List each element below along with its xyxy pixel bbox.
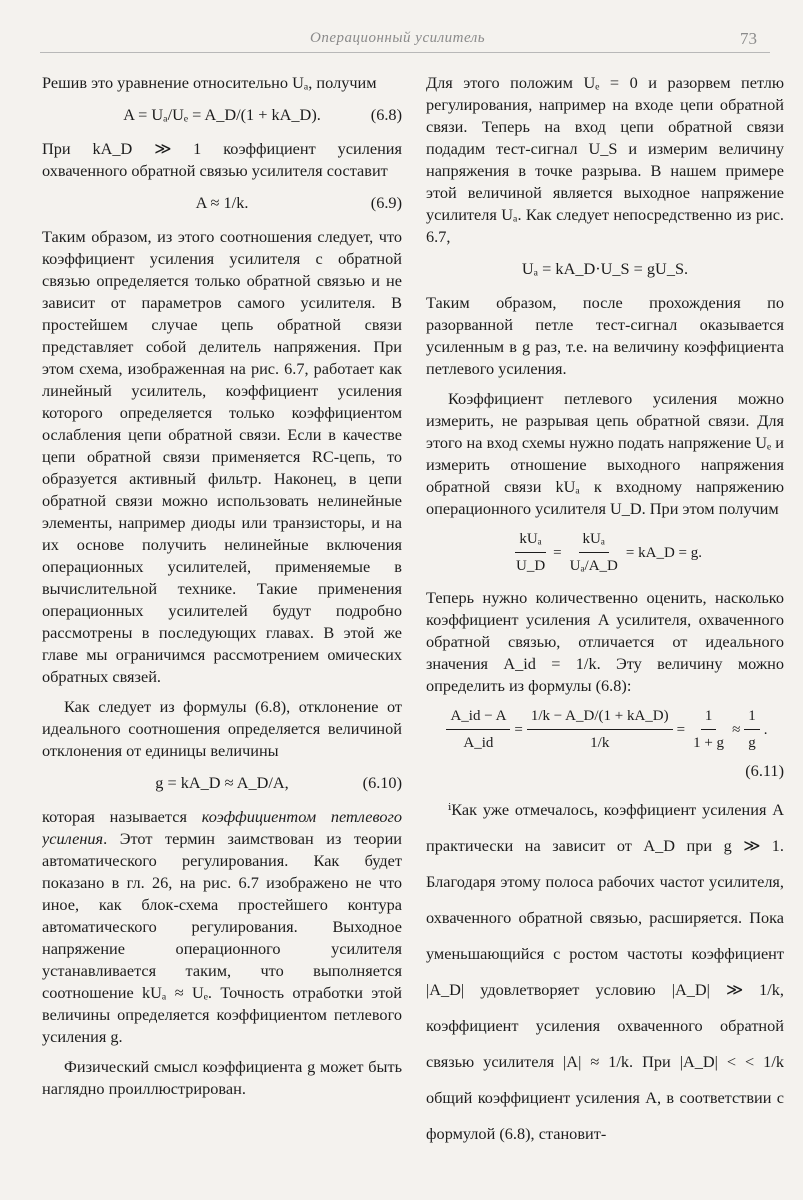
page-number: 73 [740,29,757,48]
denominator: U_D [515,558,546,574]
equals-sign: = [514,721,523,738]
paragraph: ⁱКак уже отмечалось, коэффициент усиления A практически на зависит от A_D при g ≫ 1. Благодаря этому полоса рабочих частот усилителя, охваченного обратной связью, расширяется. Пока уменьшающийся с ростом частоты коэффициент |A_D| удовлетворяет условию |A_D| ≫ 1/k, коэффициент усиления охваченного обратной связью усилителя |A| ≈ 1/k. При |A_D| < < 1/k общий коэффициент усиления A, в соответствии с формулой (6.8), становит- [426,800,784,1143]
fraction [512,528,549,577]
equation-loop-ratio [426,528,784,577]
equation-formula: A = Uₐ/Uₑ = A_D/(1 + kA_D). [123,105,321,124]
paragraph-loop-gain [42,806,402,1048]
paragraph: Физический смысл коэффициента g может быть наглядно проиллюстрирован. [42,1057,402,1098]
equation-6-10 [42,770,402,796]
right-column [426,72,784,1192]
page-header [0,26,803,54]
denominator: Uₐ/A_D [569,558,618,574]
equation-formula: A ≈ 1/k. [195,193,249,212]
text-run: которая называется [42,807,202,826]
text-run: . Этот термин заимствован из теории автоматического регулирования. Как будет показано в гл. 26, на рис. 6.7 изображено не что иное, как блок-схема простейшего контура автоматического регулирования. Выходное напряжение операционного усилителя устанавливается таким, что выполняется соотношение kUₐ ≈ Uₑ. Точность отработки этой величины определяется коэффициентом петлевого усиления g. [42,829,402,1046]
paragraph: Таким образом, из этого соотношения следует, что коэффициент усиления усилителя с обратной связью определяется только обратной связью и не зависит от параметров самого усилителя. В простейшем случае цепь обратной связи представляет собой делитель напряжения. При этом схема, изображенная на рис. 6.7, работает как линейный усилитель, коэффициент усиления которого определяется только коэффициентом ослабления цепи обратной связи. Если в качестве цепи обратной связи применяется RC-цепь, то образуется активный фильтр. Наконец, в цепи обратной связи можно использовать нелинейные элементы, например диоды или транзисторы, и на их основе получить нелинейные включения операционных усилителей, применяемые в вычислительной технике. Такие применения операционных усилителей будут подробно рассмотрены в последующих главах. В этой же главе мы ограничимся рассмотрением омических обратных связей. [42,227,402,686]
paragraph: Решив это уравнение относительно Uₐ, получим [42,73,377,92]
equation-formula: Uₐ = kA_D·U_S = gU_S. [521,259,689,278]
numerator: A_id − A [446,705,510,730]
header-rule [40,52,770,53]
paragraph: Таким образом, после прохождения по разорванной петле тест-сигнал оказывается усиленным в g раз, т.е. на величину коэффициента петлевого усиления. [426,293,784,378]
equation-test-signal [426,256,784,282]
italic-term: коэффициентом петлевого усиления [42,807,402,848]
equals-sign: = [676,721,686,738]
denominator: A_id [463,735,494,751]
denominator: 1/k [590,735,610,751]
equation-number: (6.9) [370,193,402,212]
fraction [689,705,728,754]
equals-sign: = [553,544,562,561]
running-title: Операционный усилитель [310,30,486,46]
approx-sign: ≈ [732,721,741,738]
fraction [527,705,673,754]
paragraph: Коэффициент петлевого усиления можно измерить, не разрывая цепь обратной связи. Для этого на вход схемы нужно подать напряжение Uₑ и измерить отношение выходного напряжения обратной связи kUₐ к входному напряжению операционного усилителя U_D. При этом получим [426,389,784,518]
fraction [744,705,760,754]
numerator: 1 [701,705,717,730]
numerator: kUₐ [515,528,545,553]
numerator: 1/k − A_D/(1 + kA_D) [527,705,673,730]
equation-6-8 [42,102,402,128]
denominator: g [748,735,756,751]
equation-tail: = kA_D = g. [625,544,702,561]
left-column [42,72,402,1192]
numerator: kUₐ [579,528,609,553]
paragraph: Для этого положим Uₑ = 0 и разорвем петлю регулирования, например на входе цепи обратной связи. Теперь на вход цепи обратной связи подадим тест-сигнал U_S и измерим величину напряжения в точке разрыва. В нашем примере этой величиной является выходное напряжение усилителя Uₐ. Как следует непосредственно из рис. 6.7, [426,73,784,246]
equation-formula: g = kA_D ≈ A_D/A, [155,773,289,792]
numerator: 1 [744,705,760,730]
paragraph: Как следует из формулы (6.8), отклонение от идеального соотношения определяется величиной отклонения от единицы величины [42,697,402,760]
equation-6-11 [426,705,784,754]
fraction [566,528,622,577]
equation-6-9 [42,190,402,216]
equation-number: (6.8) [370,105,402,124]
paragraph: Теперь нужно количественно оценить, насколько коэффициент усиления A усилителя, охваченного обратной связью, отличается от идеального значения A_id = 1/k. Эту величину можно определить из формулы (6.8): [426,588,784,695]
period: . [763,721,768,738]
equation-number: (6.11) [745,761,784,780]
fraction [446,705,510,754]
paragraph: При kA_D ≫ 1 коэффициент усиления охваченного обратной связью усилителя составит [42,139,402,180]
equation-number: (6.10) [362,773,402,792]
denominator: 1 + g [693,735,725,751]
